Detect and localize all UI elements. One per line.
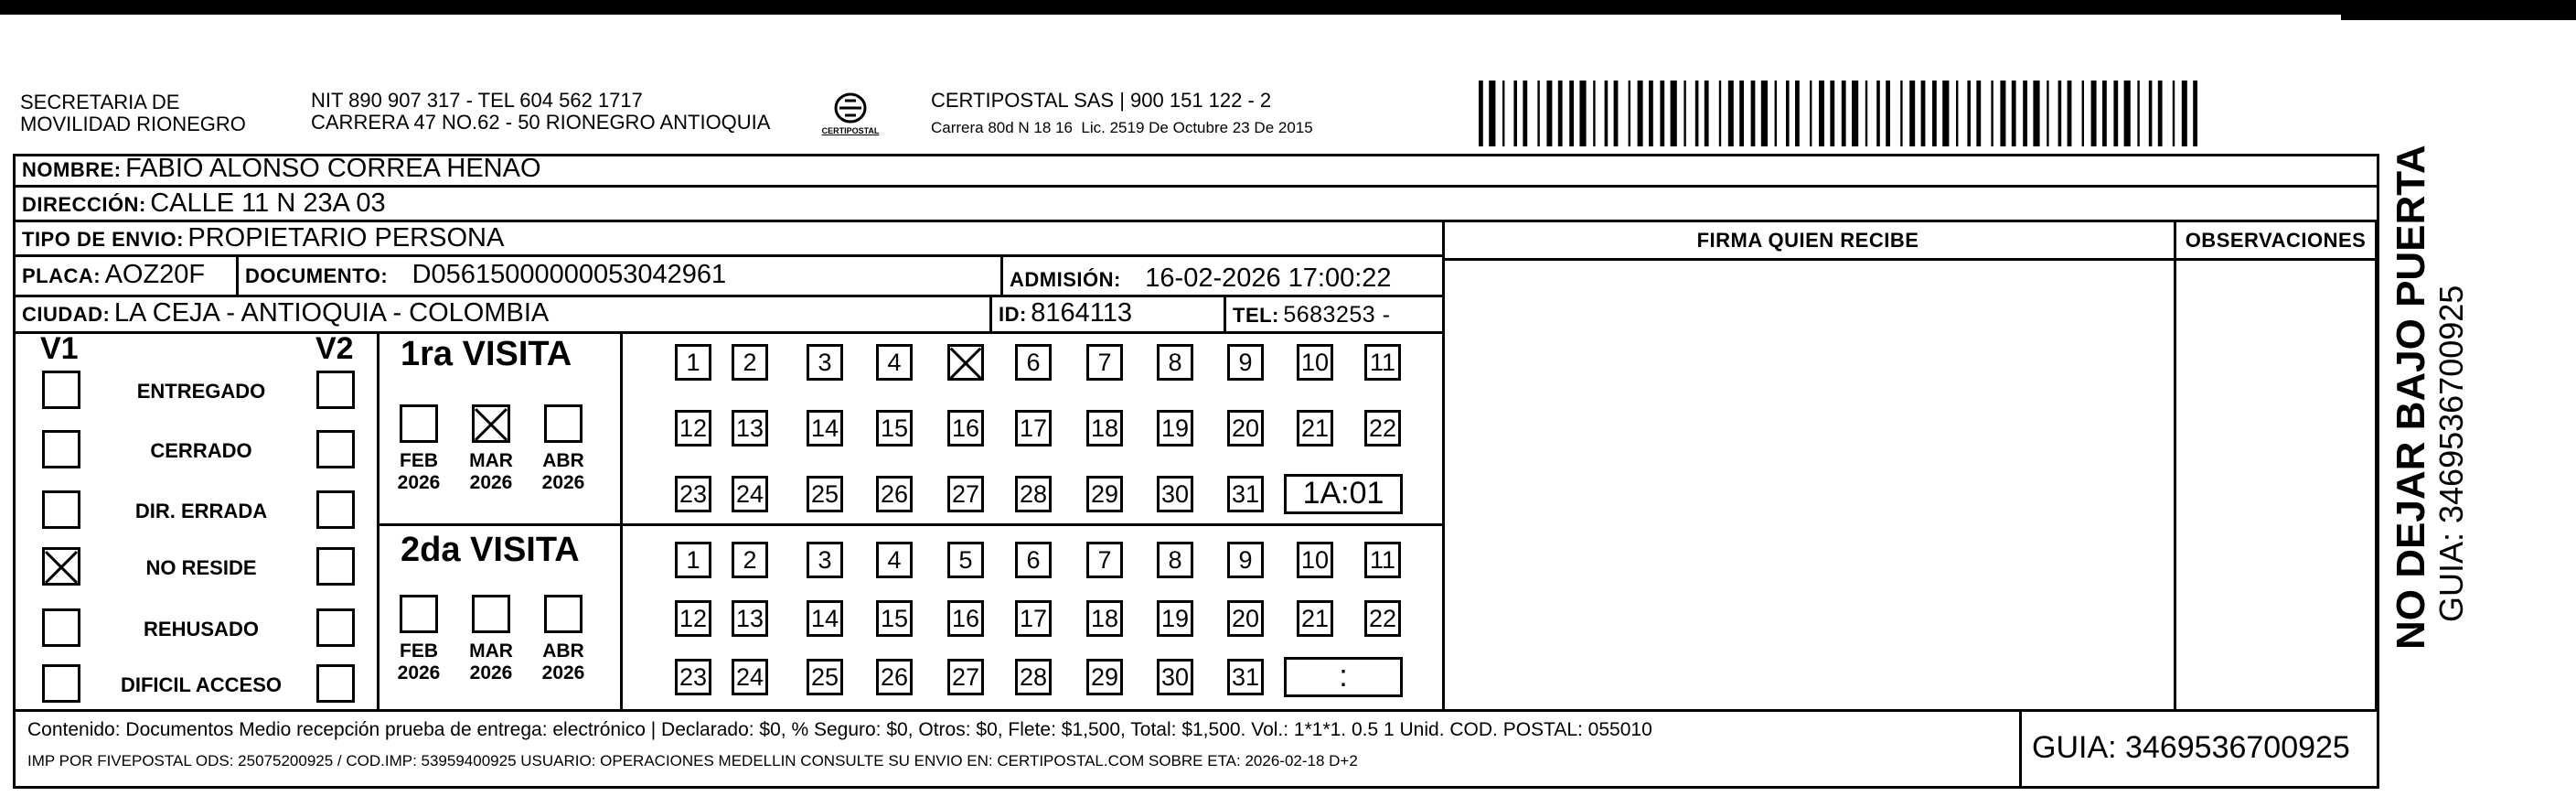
visit2-day-box[interactable]: 15 — [876, 600, 913, 637]
id-field — [999, 298, 1132, 328]
tipo-envio-value: PROPIETARIO PERSONA — [187, 223, 505, 253]
v2-checkbox-dir-errada[interactable] — [316, 490, 355, 529]
status-label-rehusado: REHUSADO — [144, 618, 259, 640]
visit2-day-box[interactable]: 1 — [675, 542, 711, 578]
direccion-label: DIRECCIÓN: — [22, 193, 146, 216]
visit2-day-box[interactable]: 18 — [1086, 600, 1123, 637]
visit1-day-box[interactable]: 17 — [1015, 410, 1052, 447]
visit1-day-box[interactable]: 19 — [1157, 410, 1193, 447]
visit1-day-box[interactable]: 18 — [1086, 410, 1123, 447]
v2-checkbox-cerrado[interactable] — [316, 430, 355, 468]
visit2-month-name: MAR — [469, 640, 513, 662]
documento-value: D05615000000053042961 — [412, 260, 727, 289]
direccion-row — [22, 188, 386, 219]
visit1-month-name: FEB — [400, 450, 438, 471]
visit1-day-box[interactable]: 14 — [807, 410, 843, 447]
visit2-day-box[interactable]: 9 — [1227, 542, 1264, 578]
visit1-month-box-abr[interactable] — [544, 404, 583, 443]
visit2-day-box[interactable]: 20 — [1227, 600, 1264, 637]
status-label-no-reside: NO RESIDE — [145, 556, 257, 579]
visit2-day-box[interactable]: 24 — [732, 659, 768, 695]
visit1-day-box[interactable]: 29 — [1086, 476, 1123, 512]
nombre-value: FABIO ALONSO CORREA HENAO — [125, 154, 541, 183]
visit1-day-box[interactable]: 13 — [732, 410, 768, 447]
v1-checkbox-rehusado[interactable] — [42, 608, 80, 647]
visit1-day-box[interactable]: 1 — [675, 344, 711, 381]
visit2-day-box[interactable]: 2 — [732, 542, 768, 578]
visit1-day-box[interactable]: 12 — [675, 410, 711, 447]
status-label-dificil-acceso: DIFICIL ACCESO — [120, 673, 282, 696]
v1-checkbox-no-reside[interactable] — [42, 547, 80, 586]
visit1-day-box[interactable]: 6 — [1015, 344, 1052, 381]
visit2-month-box-abr[interactable] — [544, 595, 583, 633]
v2-label: V2 — [315, 331, 354, 366]
placa-label: PLACA: — [22, 264, 102, 287]
visit1-day-box[interactable]: 30 — [1157, 476, 1193, 512]
id-value: 8164113 — [1031, 298, 1133, 328]
visit1-day-box[interactable]: 20 — [1227, 410, 1264, 447]
visit2-day-box[interactable]: 17 — [1015, 600, 1052, 637]
visit1-day-box[interactable]: 8 — [1157, 344, 1193, 381]
tipo-envio-label: TIPO DE ENVIO: — [22, 228, 184, 251]
visit2-day-box[interactable]: 25 — [807, 659, 843, 695]
v1-checkbox-dificil-acceso[interactable] — [42, 664, 80, 703]
visit1-day-box[interactable]: 31 — [1227, 476, 1264, 512]
visit2-day-box[interactable]: 5 — [947, 542, 984, 578]
visit1-title: 1ra VISITA — [401, 335, 572, 373]
visit2-day-box[interactable]: 28 — [1015, 659, 1052, 695]
v2-checkbox-dificil-acceso[interactable] — [316, 664, 355, 703]
visit1-time-box[interactable]: 1A:01 — [1284, 474, 1403, 514]
status-label-cerrado: CERRADO — [150, 439, 252, 462]
visit1-day-box[interactable]: 22 — [1364, 410, 1401, 447]
visit1-day-box[interactable]: 7 — [1086, 344, 1123, 381]
visit2-day-box[interactable]: 6 — [1015, 542, 1052, 578]
placa-field — [22, 260, 205, 290]
visit1-day-box[interactable]: 21 — [1297, 410, 1333, 447]
visit2-day-box[interactable]: 4 — [876, 542, 913, 578]
visit2-day-box[interactable]: 16 — [947, 600, 984, 637]
no-dejar-bajo-puerta: NO DEJAR BAJO PUERTA — [2389, 145, 2433, 650]
visit2-day-box[interactable]: 7 — [1086, 542, 1123, 578]
visit2-month-box-feb[interactable] — [400, 595, 438, 633]
visit1-month-name: MAR — [469, 450, 513, 471]
observations-area[interactable] — [2178, 264, 2372, 706]
firma-header: FIRMA QUIEN RECIBE — [1696, 229, 1919, 252]
visit2-month-year: 2026 — [397, 662, 441, 683]
visit2-month-year: 2026 — [469, 662, 513, 683]
nombre-row — [22, 154, 541, 184]
visit1-day-box[interactable] — [947, 344, 984, 381]
nombre-label: NOMBRE: — [22, 158, 122, 181]
admision-label: ADMISIÓN: — [1010, 268, 1121, 291]
top-border — [0, 0, 2576, 15]
footer-imp: IMP POR FIVEPOSTAL ODS: 25075200925 / COD.IMP: 53959400925 USUARIO: OPERACIONES MEDELLIN CONSULTE SU ENVIO EN: CERTIPOSTAL.COM SOBRE ETA: 2026-02-18 D+2 — [27, 752, 1358, 769]
visit2-day-box[interactable]: 27 — [947, 659, 984, 695]
id-label: ID: — [999, 303, 1027, 326]
visit2-day-box[interactable]: 26 — [876, 659, 913, 695]
address-line: CARRERA 47 NO.62 - 50 RIONEGRO ANTIOQUIA — [311, 111, 771, 134]
visit2-day-box[interactable]: 8 — [1157, 542, 1193, 578]
visit1-month-box-mar[interactable] — [472, 404, 510, 443]
visit1-day-box[interactable]: 26 — [876, 476, 913, 512]
visit1-day-box[interactable]: 2 — [732, 344, 768, 381]
org-name-line2: MOVILIDAD RIONEGRO — [20, 113, 246, 135]
visit2-day-box[interactable]: 13 — [732, 600, 768, 637]
visit2-day-box[interactable]: 12 — [675, 600, 711, 637]
tel-field — [1233, 302, 1390, 328]
visit2-day-box[interactable]: 21 — [1297, 600, 1333, 637]
visit1-day-box[interactable]: 11 — [1364, 344, 1401, 381]
v1-checkbox-cerrado[interactable] — [42, 430, 80, 468]
visit1-day-box[interactable]: 3 — [807, 344, 843, 381]
v2-checkbox-entregado[interactable] — [316, 371, 355, 409]
visit1-month-year: 2026 — [469, 472, 513, 493]
tipo-envio-row — [22, 223, 504, 253]
direccion-value: CALLE 11 N 23A 03 — [150, 188, 386, 218]
admision-field — [1010, 264, 1392, 294]
visit2-time-box[interactable]: : — [1284, 657, 1403, 697]
status-label-entregado: ENTREGADO — [136, 380, 266, 403]
visit2-day-box[interactable]: 30 — [1157, 659, 1193, 695]
footer-guia: GUIA: 3469536700925 — [2032, 730, 2350, 765]
visit1-day-box[interactable]: 27 — [947, 476, 984, 512]
visit1-month-year: 2026 — [541, 472, 585, 493]
visit2-day-box[interactable]: 23 — [675, 659, 711, 695]
admision-value: 16-02-2026 17:00:22 — [1145, 264, 1392, 293]
visit2-day-box[interactable]: 29 — [1086, 659, 1123, 695]
visit1-day-box[interactable]: 24 — [732, 476, 768, 512]
status-label-dir-errada: DIR. ERRADA — [134, 500, 268, 522]
ciudad-value: LA CEJA - ANTIOQUIA - COLOMBIA — [113, 298, 550, 328]
placa-value: AOZ20F — [104, 260, 206, 289]
visit1-day-box[interactable]: 9 — [1227, 344, 1264, 381]
v2-checkbox-rehusado[interactable] — [316, 608, 355, 647]
visit2-month-year: 2026 — [541, 662, 585, 683]
courier-line: CERTIPOSTAL SAS | 900 151 122 - 2 — [931, 89, 1272, 112]
visit1-day-box[interactable]: 4 — [876, 344, 913, 381]
barcode — [1479, 81, 2201, 146]
ciudad-label: CIUDAD: — [22, 303, 111, 326]
visit2-day-box[interactable]: 19 — [1157, 600, 1193, 637]
visit2-month-box-mar[interactable] — [472, 595, 510, 633]
tel-value: 5683253 - — [1283, 302, 1391, 328]
v2-checkbox-no-reside[interactable] — [316, 547, 355, 586]
visit2-day-box[interactable]: 11 — [1364, 542, 1401, 578]
v1-checkbox-entregado[interactable] — [42, 371, 80, 409]
visit2-month-name: ABR — [542, 640, 584, 662]
visit2-title: 2da VISITA — [401, 531, 580, 569]
visit1-day-box[interactable]: 10 — [1297, 344, 1333, 381]
v1-checkbox-dir-errada[interactable] — [42, 490, 80, 529]
org-name-line1: SECRETARIA DE — [20, 91, 180, 113]
documento-label: DOCUMENTO: — [245, 264, 389, 287]
ciudad-row — [22, 298, 549, 328]
v1-label: V1 — [40, 331, 79, 366]
visit1-month-name: ABR — [542, 450, 584, 471]
visit1-day-box[interactable]: 23 — [675, 476, 711, 512]
nit-line: NIT 890 907 317 - TEL 604 562 1717 — [311, 89, 643, 112]
license-line: Carrera 80d N 18 16 Lic. 2519 De Octubre 23 De 2015 — [931, 119, 1313, 136]
visit1-month-year: 2026 — [397, 472, 441, 493]
visit2-day-box[interactable]: 10 — [1297, 542, 1333, 578]
visit2-month-name: FEB — [400, 640, 438, 662]
visit1-day-box[interactable]: 28 — [1015, 476, 1052, 512]
certipostal-logo-icon — [812, 88, 889, 143]
visit1-day-box[interactable]: 16 — [947, 410, 984, 447]
visit1-day-box[interactable]: 15 — [876, 410, 913, 447]
top-border-corner — [2341, 0, 2576, 20]
visit2-day-box[interactable]: 14 — [807, 600, 843, 637]
signature-area[interactable] — [1447, 264, 2171, 706]
observaciones-header: OBSERVACIONES — [2185, 229, 2367, 252]
documento-field — [245, 260, 726, 290]
side-guia: GUIA: 3469536700925 — [2432, 285, 2470, 622]
tel-label: TEL: — [1233, 304, 1279, 327]
visit1-month-box-feb[interactable] — [400, 404, 438, 443]
visit2-day-box[interactable]: 22 — [1364, 600, 1401, 637]
visit2-day-box[interactable]: 31 — [1227, 659, 1264, 695]
logo-text: CERTIPOSTAL — [821, 126, 880, 135]
footer-contenido: Contenido: Documentos Medio recepción prueba de entrega: electrónico | Declarado: $0, % Seguro: $0, Otros: $0, Flete: $1,500, Total: $1,500. Vol.: 1*1*1. 0.5 1 Unid. COD. POSTAL: 055010 — [27, 719, 1652, 740]
visit2-day-box[interactable]: 3 — [807, 542, 843, 578]
visit1-day-box[interactable]: 25 — [807, 476, 843, 512]
